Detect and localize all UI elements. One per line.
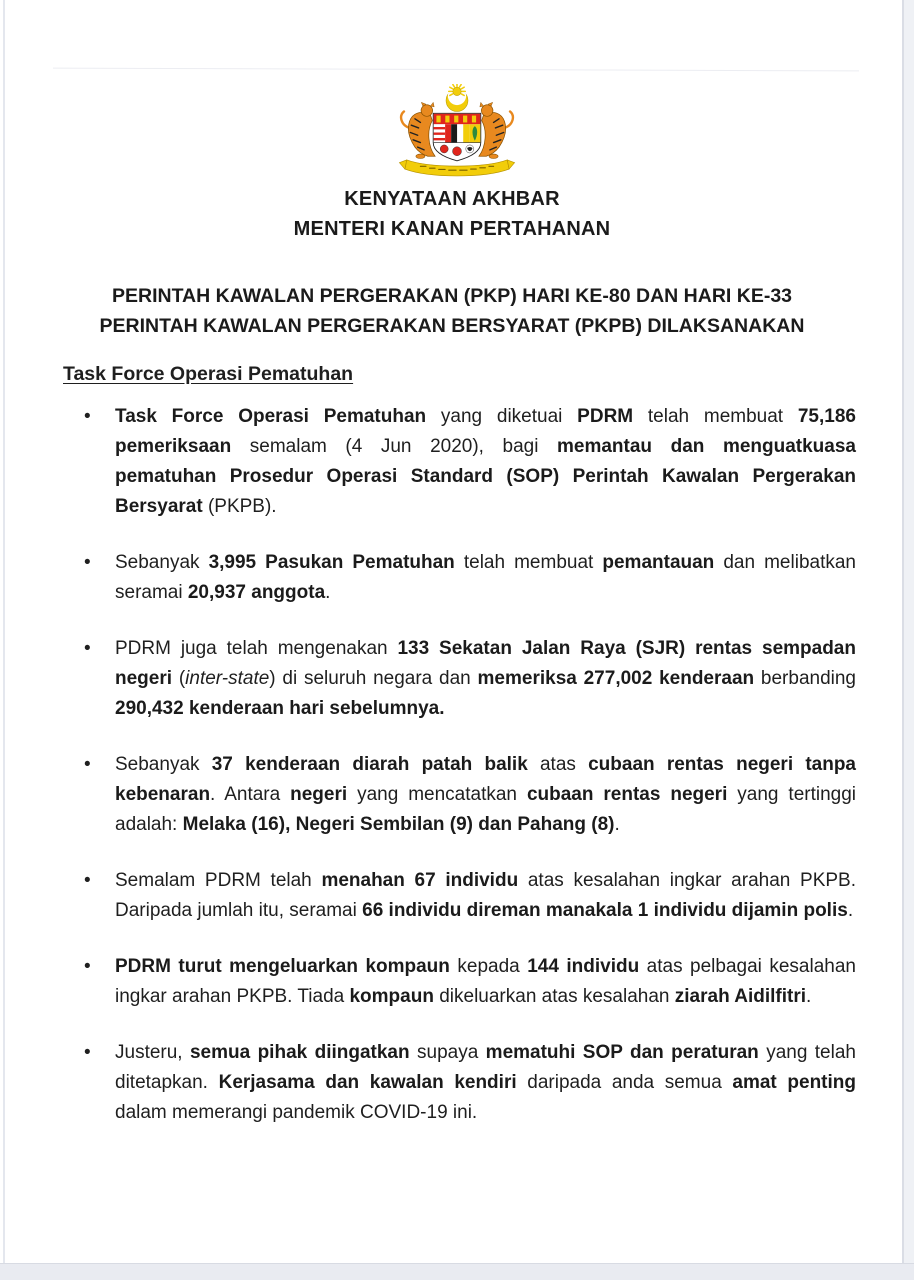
list-item	[63, 750, 856, 840]
bullet-text: PDRM juga telah mengenakan 133 Sekatan Jalan Raya (SJR) rentas sempadan negeri (inter-state) di seluruh negara dan memeriksa 277,002 kenderaan berbanding 290,432 kenderaan hari sebelumnya.	[115, 638, 856, 719]
document-title-line2: PERINTAH KAWALAN PERGERAKAN BERSYARAT (PKPB) DILAKSANAKAN	[99, 315, 805, 337]
list-item	[63, 952, 856, 1012]
photo-right-band	[904, 0, 914, 1266]
bullet-text: PDRM turut mengeluarkan kompaun kepada 144 individu atas pelbagai kesalahan ingkar arahan PKPB. Tiada kompaun dikeluarkan atas kesalahan ziarah Aidilfitri.	[115, 956, 856, 1007]
bullet-text: Justeru, semua pihak diingatkan supaya mematuhi SOP dan peraturan yang telah ditetapkan. Kerjasama dan kawalan kendiri daripada anda semua amat penting dalam memerangi pandemik COVID-19 ini.	[115, 1042, 856, 1123]
list-item	[63, 866, 856, 926]
bullet-icon: •	[84, 1042, 91, 1063]
paper-top-edge-line	[53, 68, 859, 72]
tiger-left-icon	[401, 102, 435, 158]
bullet-icon: •	[84, 870, 91, 891]
list-item	[63, 402, 856, 522]
bullet-icon: •	[84, 406, 91, 427]
section-heading: Task Force Operasi Pematuhan	[63, 363, 354, 385]
malaysia-coat-of-arms	[393, 84, 521, 181]
bullet-text: Semalam PDRM telah menahan 67 individu atas kesalahan ingkar arahan PKPB. Daripada jumlah itu, seramai 66 individu direman manakala 1 individu dijamin polis.	[115, 870, 856, 921]
ministry-heading: MENTERI KANAN PERTAHANAN	[293, 218, 611, 240]
tiger-right-icon	[479, 102, 513, 158]
shield-icon	[433, 113, 481, 161]
bullet-icon: •	[84, 754, 91, 775]
bullet-icon: •	[84, 552, 91, 573]
list-item	[63, 548, 856, 608]
bullet-text: Sebanyak 37 kenderaan diarah patah balik atas cubaan rentas negeri tanpa kebenaran. Antara negeri yang mencatatkan cubaan rentas negeri yang tertinggi adalah: Melaka (16), Negeri Sembilan (9) dan Pahang (8).	[115, 754, 857, 835]
bullet-text: Task Force Operasi Pematuhan yang diketuai PDRM telah membuat 75,186 pemeriksaan semalam (4 Jun 2020), bagi memantau dan menguatkuasa pematuhan Prosedur Operasi Standard (SOP) Perintah Kawalan Pergerakan Bersyarat (PKPB).	[115, 406, 856, 517]
list-item	[63, 1038, 856, 1128]
crescent-and-star-icon	[446, 84, 468, 111]
list-item	[63, 634, 856, 724]
document-title-line1: PERINTAH KAWALAN PERGERAKAN (PKP) HARI KE-80 DAN HARI KE-33	[111, 285, 793, 307]
bullet-icon: •	[84, 638, 91, 659]
statement-type-heading: KENYATAAN AKHBAR	[344, 188, 560, 210]
photo-bottom-band	[0, 1263, 914, 1280]
motto-ribbon-icon	[399, 160, 514, 176]
bullet-icon: •	[84, 956, 91, 977]
bullet-list	[63, 402, 856, 1154]
bullet-text: Sebanyak 3,995 Pasukan Pematuhan telah membuat pemantauan dan melibatkan seramai 20,937 anggota.	[115, 552, 856, 603]
